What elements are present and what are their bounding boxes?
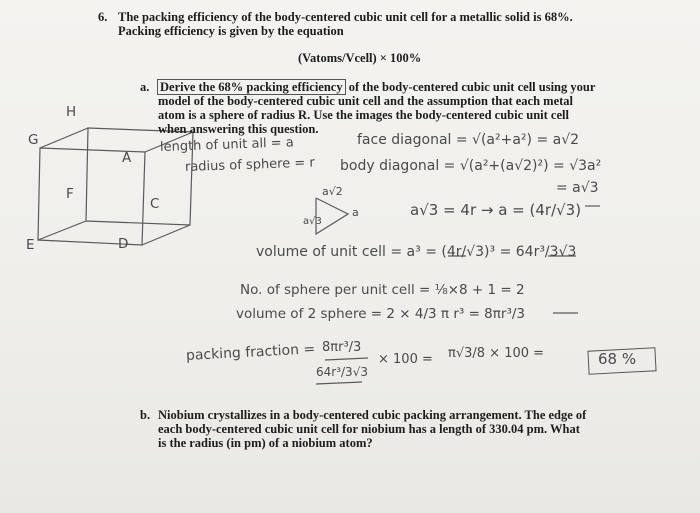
- spheres-volume: volume of 2 sphere = 2 × 4/3 π r³ = 8πr³/3: [236, 306, 525, 322]
- body-diagonal-note: body diagonal = √(a²+(a√2)²) = √3a²: [340, 158, 602, 174]
- part-b-label: b.: [140, 408, 151, 422]
- edge-length-note: length of unit all = a: [159, 135, 295, 155]
- part-a-label: a.: [140, 80, 150, 94]
- triangle-leg-label: a: [352, 206, 359, 219]
- packing-fraction-numerator: 8πr³/3: [322, 340, 362, 355]
- cube-label-c: C: [150, 196, 160, 212]
- triangle-hyp-label: a√3: [303, 216, 322, 227]
- body-diagonal-result: = a√3: [556, 180, 599, 196]
- part-a-line4: when answering this question.: [158, 122, 319, 136]
- part-a-highlight: Derive the 68% packing efficiency: [157, 79, 346, 95]
- triangle-side-label: a√2: [322, 185, 343, 198]
- answer-value: 68 %: [598, 350, 637, 368]
- packing-equation: (Vatoms/Vcell) × 100%: [298, 51, 422, 65]
- packing-fraction-label: packing fraction =: [185, 341, 316, 364]
- radius-note: radius of sphere = r: [184, 155, 315, 175]
- packing-times-100: × 100 =: [378, 352, 433, 367]
- unit-cell-volume: volume of unit cell = a³ = (4r/√3)³ = 64r³/3√3: [256, 244, 577, 260]
- face-diagonal-note: face diagonal = √(a²+a²) = a√2: [357, 132, 580, 148]
- part-b-line2: each body-centered cubic unit cell for niobium has a length of 330.04 pm. What: [158, 422, 580, 436]
- part-b-line3: is the radius (in pm) of a niobium atom?: [158, 436, 373, 450]
- spheres-per-cell: No. of sphere per unit cell = ⅛×8 + 1 = 2: [240, 282, 525, 298]
- packing-fraction-denominator: 64r³/3√3: [316, 365, 368, 379]
- part-a-line3: atom is a sphere of radius R. Use the images the body-centered cubic unit cell: [158, 108, 569, 122]
- diagonal-relation: a√3 = 4r → a = (4r/√3): [410, 201, 582, 219]
- problem-intro-line1: The packing efficiency of the body-centered cubic unit cell for a metallic solid is 68%.: [118, 10, 573, 24]
- part-a-line2: model of the body-centered cubic unit cell and the assumption that each metal: [158, 94, 574, 108]
- cube-label-h: H: [66, 104, 77, 120]
- problem-intro-line2: Packing efficiency is given by the equation: [118, 24, 344, 38]
- cube-label-f: F: [66, 186, 74, 202]
- part-a-line1-rest: of the body-centered cubic unit cell using your: [348, 80, 596, 94]
- part-a-line1: [157, 80, 595, 94]
- cube-label-e: E: [26, 237, 35, 253]
- cube-label-g: G: [28, 132, 39, 148]
- cube-label-a: A: [122, 150, 132, 166]
- part-b-line1: Niobium crystallizes in a body-centered cubic packing arrangement. The edge of: [158, 408, 587, 422]
- packing-simplified: π√3/8 × 100 =: [448, 346, 545, 361]
- cube-label-d: D: [118, 236, 129, 252]
- problem-number: 6.: [98, 10, 108, 24]
